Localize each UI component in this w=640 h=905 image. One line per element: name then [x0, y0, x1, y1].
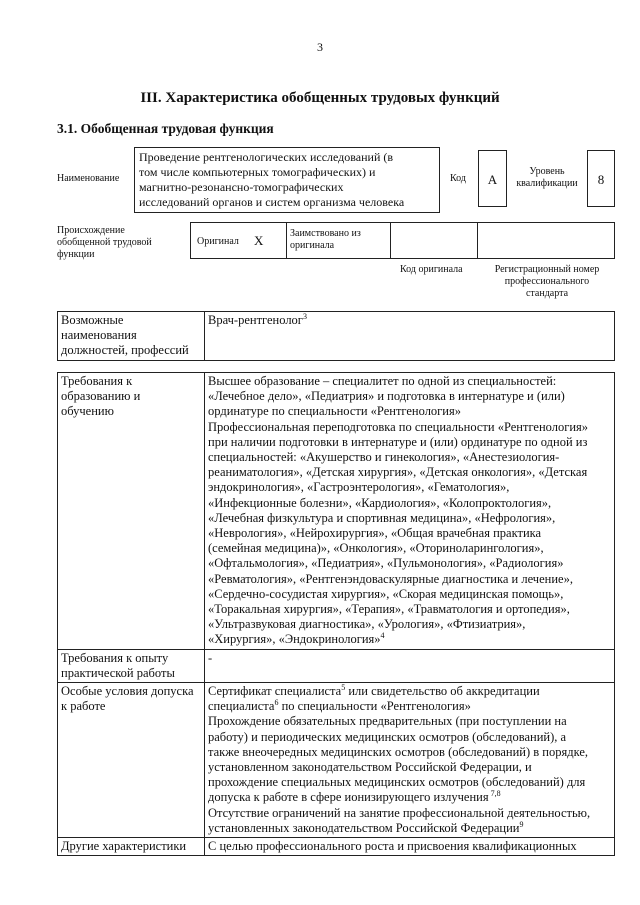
footnote-ref: 7,8: [488, 789, 501, 799]
label-line: Требования к: [61, 374, 133, 388]
section-title: III. Характеристика обобщенных трудовых функций: [140, 90, 500, 106]
text-part: специалиста: [208, 699, 275, 714]
text-line: [208, 821, 611, 836]
text-line: (семейная медицина)», «Онкология», «Оториноларингология»,: [208, 541, 544, 556]
text-line: «Лечебная физкультура и спортивная медицина», «Нефрология»,: [208, 510, 556, 525]
label-line: наименования: [61, 328, 137, 343]
positions-value: [205, 312, 615, 361]
code-label: Код: [450, 173, 466, 184]
text-part: по специальности «Рентгенология»: [278, 699, 471, 714]
text-line: эндокринология», «Гастроэнтерология», «Гематология»,: [208, 480, 510, 495]
education-label: [58, 373, 205, 650]
text-line: Отсутствие ограничений на занятие профессиональной деятельностью,: [208, 805, 591, 820]
origin-label: [57, 225, 152, 261]
text-line: прохождение специальных медицинских осмотров (обследований) для: [208, 775, 586, 790]
footnote-ref: 4: [380, 631, 385, 641]
label-line: Особые условия допуска: [61, 684, 194, 699]
level-box: [587, 150, 615, 207]
reg-number-caption: [478, 264, 616, 300]
text-line: «Инфекционные болезни», «Кардиология», «Колопроктология»,: [208, 495, 552, 510]
name-line: исследований органов и систем организма человека: [139, 195, 405, 209]
footnote-ref: 6: [274, 698, 279, 708]
footnote-ref: 3: [302, 311, 307, 321]
origin-label-line: функции: [57, 249, 95, 260]
text-line: специальностей: «Акушерство и гинекология», «Анестезиология-: [208, 450, 560, 465]
text-line: «Ультразвуковая диагностика», «Урология», «Фтизиатрия»,: [208, 617, 526, 632]
text-line: «Сердечно-сосудистая хирургия», «Скорая медицинская помощь»,: [208, 586, 564, 601]
level-label-line: квалификации: [516, 178, 578, 189]
experience-value: -: [205, 649, 615, 682]
level-label: [512, 166, 582, 190]
text-line: «Ревматология», «Рентгенэндоваскулярные диагностика и лечение»,: [208, 571, 573, 586]
label-line: Требования к опыту: [61, 650, 169, 665]
text-line: [208, 790, 611, 805]
label-line: образованию и: [61, 389, 141, 404]
code-box: [478, 150, 507, 207]
name-line: магнитно-резонансно-томографических: [139, 180, 344, 194]
other-label: Другие характеристики: [58, 838, 205, 856]
text-part: установленных законодательством Российской Федерации: [208, 820, 520, 835]
origin-code-box: [390, 222, 478, 259]
text-line: ординатуре по специальности «Рентгенология»: [208, 404, 461, 419]
origin-borrowed-box: [286, 222, 391, 259]
text-line: работу) и периодических медицинских осмотров (обследований), а: [208, 729, 567, 744]
table-row: [58, 373, 615, 650]
special-conditions-value: [205, 683, 615, 838]
name-box: [134, 147, 440, 213]
positions-table: [57, 311, 615, 361]
text-line: [208, 699, 611, 714]
table-row: [58, 312, 615, 361]
table-row: [58, 649, 615, 682]
other-value: С целью профессионального роста и присвоения квалификационных: [205, 838, 615, 856]
education-value: [205, 373, 615, 650]
code-value: А: [487, 172, 498, 187]
experience-label: [58, 649, 205, 682]
origin-original-box: [190, 222, 287, 259]
level-value: 8: [597, 172, 605, 187]
label-line: практической работы: [61, 665, 175, 680]
text-line: Профессиональная переподготовка по специальности «Рентгенология»: [208, 419, 589, 434]
text-line: «Офтальмология», «Педиатрия», «Пульмонология», «Радиология»: [208, 556, 564, 571]
text-line: [208, 684, 611, 699]
name-line: том числе компьютерных томографических) и: [139, 165, 376, 179]
footnote-ref: 9: [519, 819, 524, 829]
text-line: Высшее образование – специалитет по одной из специальностей:: [208, 374, 557, 388]
reg-caption-line: стандарта: [525, 288, 569, 299]
text-line: «Лечебное дело», «Педиатрия» и подготовка в интернатуре и (или): [208, 389, 565, 404]
name-label: Наименование: [57, 173, 120, 184]
text-line: установленном законодательством Российской Федерации, и: [208, 760, 532, 775]
text-line: «Неврология», «Нейрохирургия», «Общая врачебная практика: [208, 526, 542, 541]
text-part: или свидетельство об аккредитации: [345, 684, 540, 699]
borrowed-label-line: оригинала: [290, 240, 335, 251]
origin-reg-box: [477, 222, 615, 259]
special-conditions-label: [58, 683, 205, 838]
positions-label: [58, 312, 205, 361]
origin-label-line: Происхождение: [57, 225, 125, 236]
requirements-table: [57, 372, 615, 856]
text-line: [208, 632, 611, 647]
table-row: [58, 838, 615, 856]
reg-caption-line: Регистрационный номер: [494, 264, 600, 275]
original-label: Оригинал: [197, 236, 239, 247]
text-line: Прохождение обязательных предварительных (при поступлении на: [208, 714, 567, 729]
code-original-caption: Код оригинала: [400, 264, 463, 275]
label-line: к работе: [61, 699, 106, 714]
page-number: 3: [317, 40, 323, 54]
name-line: Проведение рентгенологических исследований (в: [139, 150, 394, 164]
text-line: «Торакальная хирургия», «Терапия», «Травматология и ортопедия»,: [208, 602, 570, 617]
text-line: при наличии подготовки в интернатуре и (или) ординатуре по одной из: [208, 434, 588, 449]
level-label-line: Уровень: [529, 166, 565, 177]
position-name: Врач-рентгенолог: [208, 313, 303, 327]
reg-caption-line: профессионального: [504, 276, 590, 287]
label-line: Возможные: [61, 313, 124, 327]
text-line: реаниматология», «Детская хирургия», «Детская онкология», «Детская: [208, 465, 588, 480]
origin-label-line: обобщенной трудовой: [57, 237, 152, 248]
table-row: [58, 683, 615, 838]
text-part: «Хирургия», «Эндокринология»: [208, 632, 381, 647]
footnote-ref: 5: [341, 682, 346, 692]
label-line: должностей, профессий: [61, 343, 189, 358]
label-line: обучению: [61, 404, 114, 419]
borrowed-label-line: Заимствовано из: [290, 228, 361, 239]
text-part: Сертификат специалиста: [208, 684, 342, 699]
text-part: допуска к работе в сфере ионизирующего излучения: [208, 790, 489, 805]
text-line: также внеочередных медицинских осмотров (обследований) в порядке,: [208, 744, 589, 759]
subsection-title: 3.1. Обобщенная трудовая функция: [57, 121, 274, 136]
original-mark: X: [254, 233, 264, 248]
